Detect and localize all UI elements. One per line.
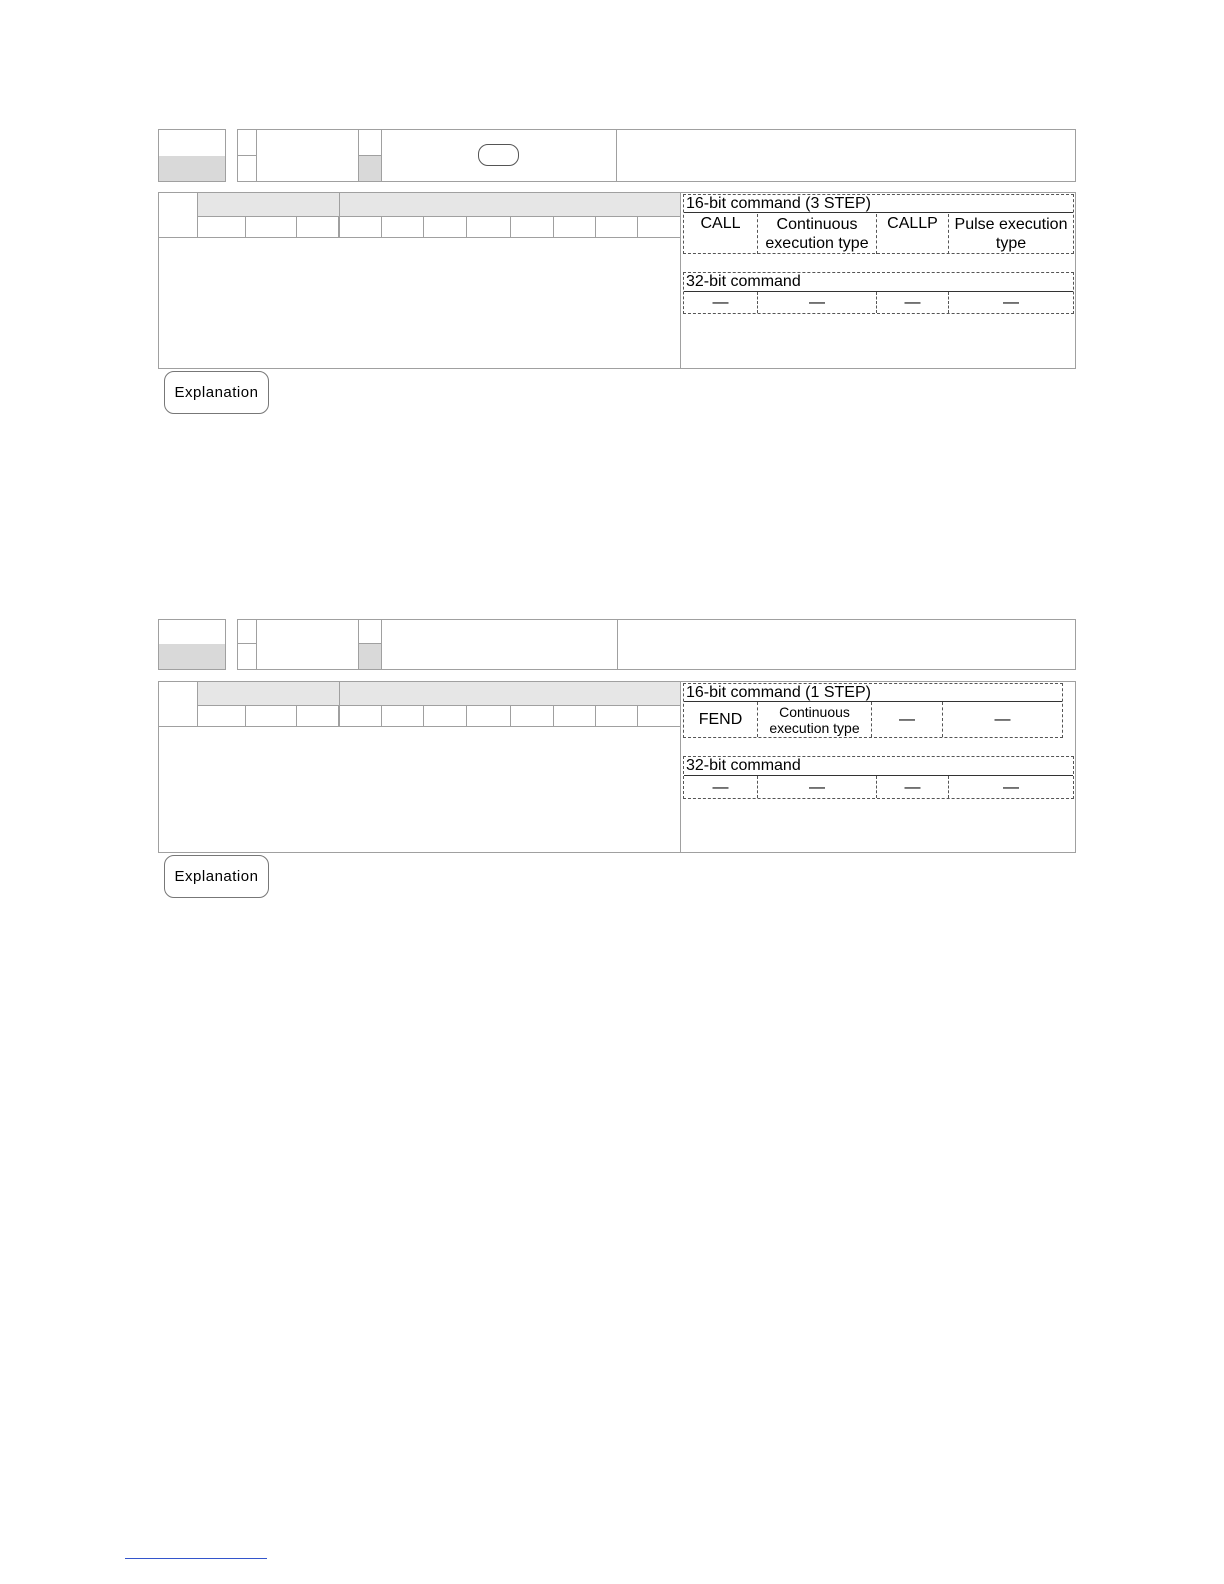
- cmd32-cell-2: —: [809, 294, 825, 311]
- cmd32-cell-1: —: [712, 294, 729, 311]
- cmd16-pulse-mnemonic: —: [899, 711, 915, 728]
- bit-device-header: [198, 193, 339, 216]
- word-device-header: [340, 682, 680, 705]
- cmd32-title: 32-bit command: [686, 273, 801, 290]
- cmd32-cell-4: —: [1003, 778, 1019, 796]
- mnemonic-divider: [256, 619, 257, 670]
- footer-rule: [125, 1558, 267, 1559]
- mnemonic-divider-h: [237, 643, 257, 644]
- device-table-v-divider: [680, 681, 681, 853]
- cmd32-cell-1: —: [712, 778, 729, 796]
- operand-divider-h: [358, 155, 381, 156]
- mnemonic-divider-h: [237, 155, 257, 156]
- cmd16-mnemonic: CALL: [700, 215, 741, 232]
- table-h-line: [159, 726, 680, 727]
- explanation-button[interactable]: Explanation: [164, 371, 269, 414]
- cmd16-title: 16-bit command (1 STEP): [686, 684, 871, 701]
- operand-cell: [381, 619, 618, 670]
- cmd16-pulse-mnemonic: CALLP: [887, 215, 938, 232]
- cmd16-mnemonic: FEND: [698, 711, 743, 728]
- word-device-header: [340, 193, 680, 216]
- cmd32-row: [684, 776, 1073, 798]
- cmd16-row: [684, 702, 1062, 737]
- device-columns: [198, 706, 680, 726]
- bit-device-header: [198, 682, 339, 705]
- cmd32-cell-3: —: [904, 778, 921, 796]
- cmd32-cell-2: —: [809, 778, 825, 796]
- function-cell: [617, 619, 1076, 670]
- cmd16-row: [684, 214, 1073, 254]
- explanation-button[interactable]: Explanation: [164, 855, 269, 898]
- cmd32-cell-4: —: [1003, 294, 1019, 311]
- operand-shaded-cell: [359, 156, 381, 181]
- cmd16-pulse-type: Pulse execution type: [954, 216, 1068, 252]
- api-number-shaded-cell: [159, 156, 225, 181]
- cmd16-type: Continuous execution type: [765, 216, 869, 252]
- table-h-line: [159, 237, 680, 238]
- pulse-indicator-oval: [478, 144, 519, 166]
- function-cell: [616, 129, 1076, 182]
- cmd32-title: 32-bit command: [686, 757, 801, 774]
- cmd16-title: 16-bit command (3 STEP): [686, 195, 871, 212]
- api-number-shaded-cell: [159, 644, 225, 669]
- device-table-v-divider: [680, 192, 681, 369]
- cmd32-cell-3: —: [904, 294, 921, 311]
- device-columns: [198, 217, 680, 237]
- operand-shaded-cell: [359, 644, 381, 669]
- cmd16-type: Continuous execution type: [769, 703, 860, 736]
- cmd32-row: [684, 292, 1073, 313]
- cmd16-pulse-type: —: [994, 711, 1011, 728]
- cmd16-underline: [684, 212, 1073, 213]
- operand-divider-h: [358, 643, 381, 644]
